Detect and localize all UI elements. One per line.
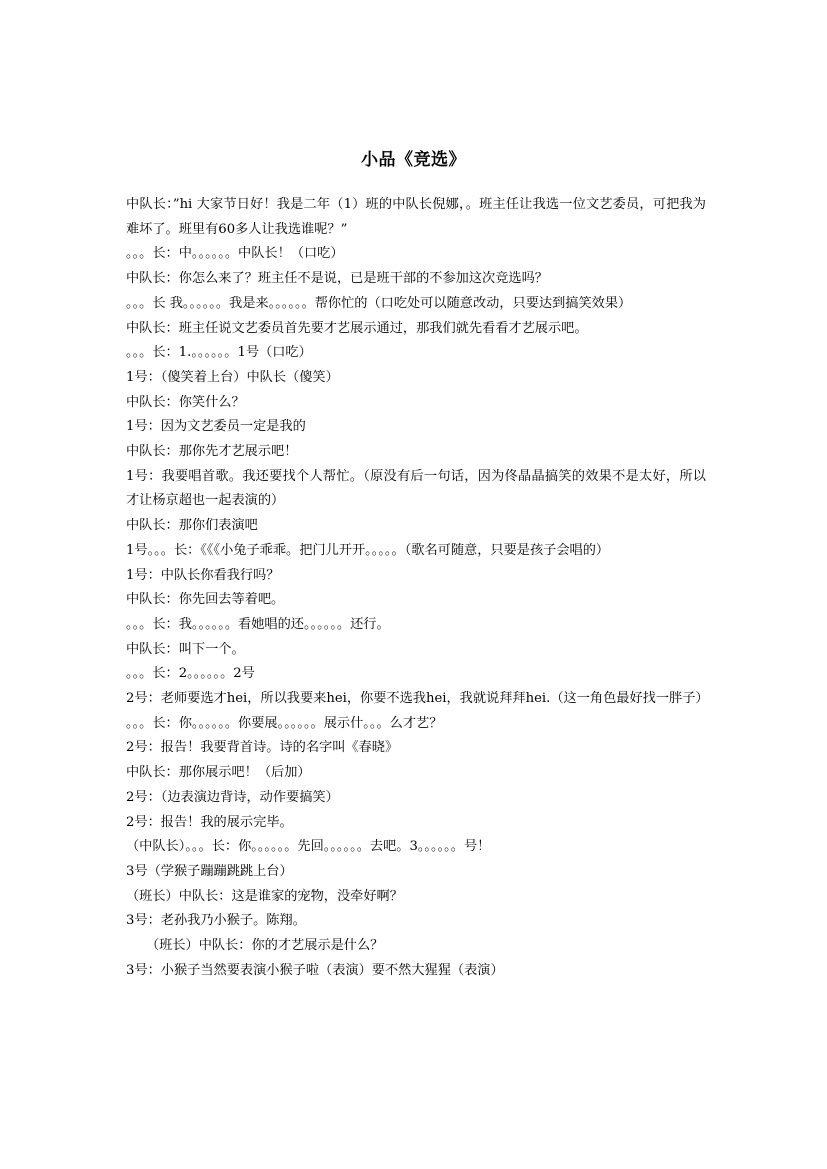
script-line: 。。。长：2。。。。。。2号 xyxy=(126,666,255,682)
script-line: 1号：我要唱首歌。我还要找个人帮忙。（原没有后一句话，因为佟晶晶搞笑的效果不是太好，所以才让杨京超也一起表演的） xyxy=(126,468,706,509)
script-line: 中队长：你先回去等着吧。 xyxy=(126,592,285,608)
script-line: （班长）中队长：你的才艺展示是什么？ xyxy=(146,938,384,954)
script-line: 2号：报告！我要背首诗。诗的名字叫《春晓》 xyxy=(126,740,399,756)
document-body xyxy=(126,193,709,984)
script-line: 3号：小猴子当然要表演小猴子啦（表演）要不然大猩猩（表演） xyxy=(126,962,504,978)
script-line: 。。。长：1.。。。。。。1号（口吃） xyxy=(126,345,312,361)
script-line: 3号（学猴子蹦蹦跳跳上台） xyxy=(126,863,293,879)
script-line: 中队长：那你展示吧！（后加） xyxy=(126,765,311,781)
script-line: 2号：（边表演边背诗，动作要搞笑） xyxy=(126,789,339,805)
script-line: 中队长：叫下一个。 xyxy=(126,641,245,657)
script-line: 中队长：你怎么来了？班主任不是说，已是班干部的不参加这次竞选吗？ xyxy=(126,271,548,287)
script-line: 1号：因为文艺委员一定是我的 xyxy=(126,419,306,435)
script-line: 1号。。。长：《《《小兔子乖乖。把门儿开开。。。。。（歌名可随意，只要是孩子会唱的） xyxy=(126,542,610,558)
script-line: 1号：（傻笑着上台）中队长（傻笑） xyxy=(126,369,339,385)
script-line: 1号：中队长你看我行吗？ xyxy=(126,567,280,583)
script-line: 中队长：班主任说文艺委员首先要才艺展示通过，那我们就先看看才艺展示吧。 xyxy=(126,320,588,336)
script-line: 中队长：你笑什么？ xyxy=(126,394,245,410)
script-line: 。。。长：中。。。。。。中队长！（口吃） xyxy=(126,246,344,262)
script-line: 2号：老师要选才hei，所以我要来hei，你要不选我hei，我就说拜拜hei.（这一角色最好找一胖子） xyxy=(126,691,709,707)
script-line: 中队长：那你们表演吧 xyxy=(126,518,258,534)
script-line: 。。。长：你。。。。。。你要展。。。。。。展示什。。。么才艺？ xyxy=(126,715,443,731)
script-line: 。。。长 我。。。。。。我是来。。。。。。帮你忙的（口吃处可以随意改动，只要达到搞笑效果） xyxy=(126,295,632,311)
script-line: 。。。长：我。。。。。。看她唱的还。。。。。。还行。 xyxy=(126,616,390,632)
script-line: （中队长）。。。长：你。。。。。。先回。。。。。。去吧。3。。。。。。号！ xyxy=(126,839,491,855)
document-title: 小品《竞选》 xyxy=(361,150,466,170)
script-line: 2号：报告！我的展示完毕。 xyxy=(126,814,293,830)
script-line: 3号：老孙我乃小猴子。陈翔。 xyxy=(126,913,306,929)
script-line: 中队长：”hi 大家节日好！我是二年（1）班的中队长倪娜，。班主任让我选一位文艺委员，可把我为难坏了。班里有60多人让我选谁呢？” xyxy=(126,197,706,237)
script-line: 中队长：那你先才艺展示吧！ xyxy=(126,444,298,460)
script-line: （班长）中队长：这是谁家的宠物，没牵好啊？ xyxy=(126,888,403,904)
